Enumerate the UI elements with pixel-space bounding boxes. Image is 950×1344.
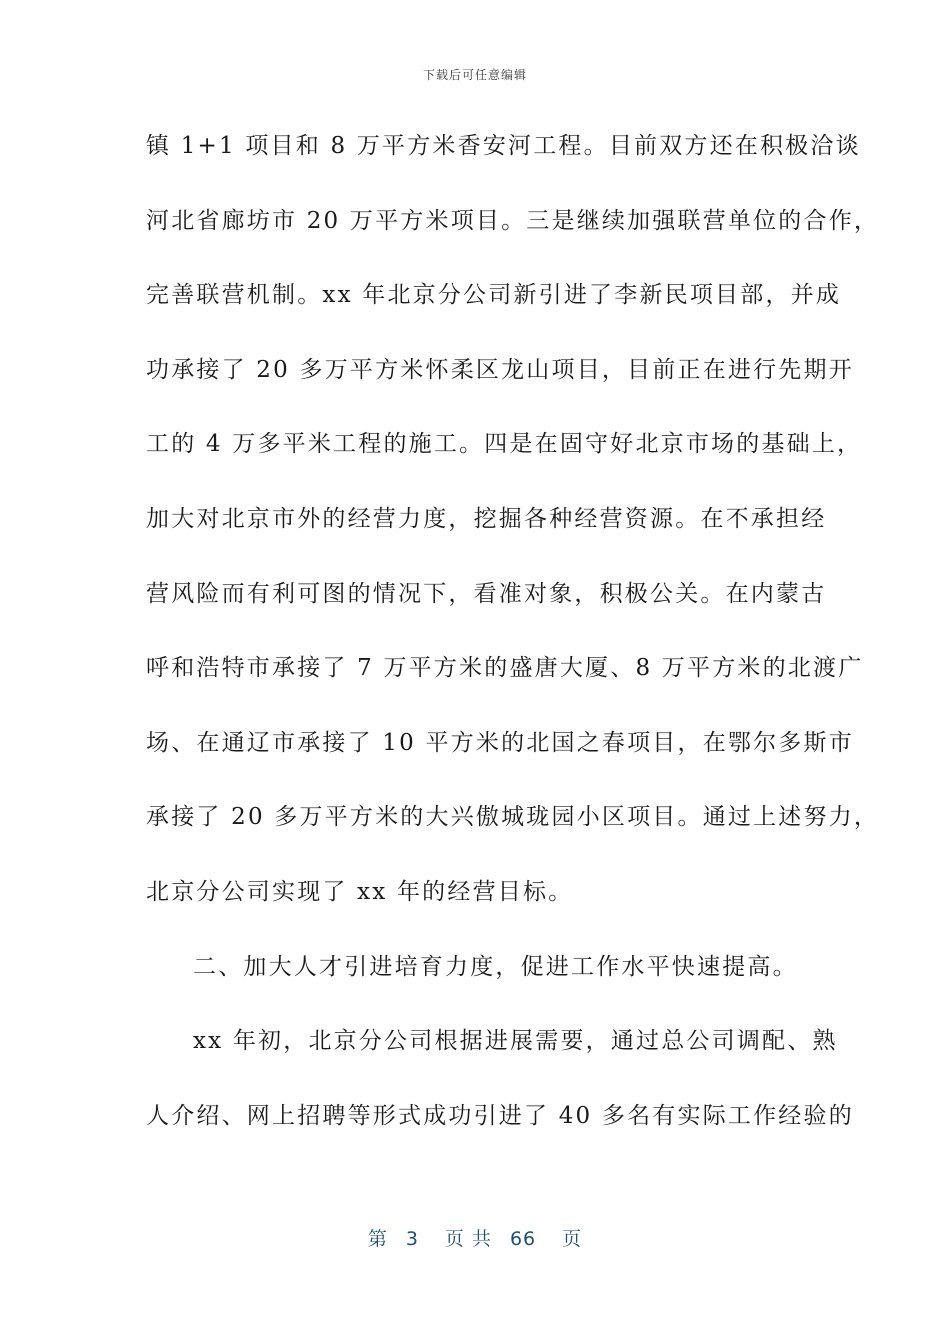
page-footer [0, 1224, 950, 1251]
footer-middle: 页 共 [444, 1228, 492, 1250]
footer-suffix: 页 [562, 1228, 583, 1250]
paragraph-start-line: xx 年初，北京分公司根据进展需要，通过总公司调配、熟 [193, 1028, 838, 1055]
text-line: 营风险而有利可图的情况下，看准对象，积极公关。在内蒙古 [146, 580, 827, 607]
current-page-number: 3 [405, 1228, 419, 1250]
document-body [146, 124, 880, 1168]
text-line: 镇 1+1 项目和 8 万平方米香安河工程。目前双方还在积极洽谈 [146, 133, 861, 159]
text-line: 工的 4 万多平米工程的施工。四是在固守好北京市场的基础上， [146, 431, 863, 458]
text-line: 功承接了 20 多万平方米怀柔区龙山项目，目前正在进行先期开 [146, 356, 854, 383]
footer-prefix: 第 [367, 1228, 388, 1250]
section-heading: 二、加大人才引进培育力度，促进工作水平快速提高。 [193, 953, 798, 980]
text-line: 场、在通辽市承接了 10 平方米的北国之春项目，在鄂尔多斯市 [146, 729, 854, 756]
text-line: 完善联营机制。xx 年北京分公司新引进了李新民项目部，并成 [146, 282, 842, 309]
text-line: 人介绍、网上招聘等形式成功引进了 40 多名有实际工作经验的 [146, 1102, 854, 1129]
text-line: 承接了 20 多万平方米的大兴傲城珑园小区项目。通过上述努力， [146, 804, 880, 831]
text-line: 加大对北京市外的经营力度，挖掘各种经营资源。在不承担经 [146, 505, 827, 532]
header-note: 下载后可任意编辑 [422, 68, 527, 82]
text-line: 北京分公司实现了 xx 年的经营目标。 [146, 878, 574, 905]
text-line: 呼和浩特市承接了 7 万平方米的盛唐大厦、8 万平方米的北渡广 [146, 655, 864, 682]
text-line: 河北省廊坊市 20 万平方米项目。三是继续加强联营单位的合作， [146, 207, 880, 234]
total-pages-number: 66 [509, 1228, 537, 1250]
